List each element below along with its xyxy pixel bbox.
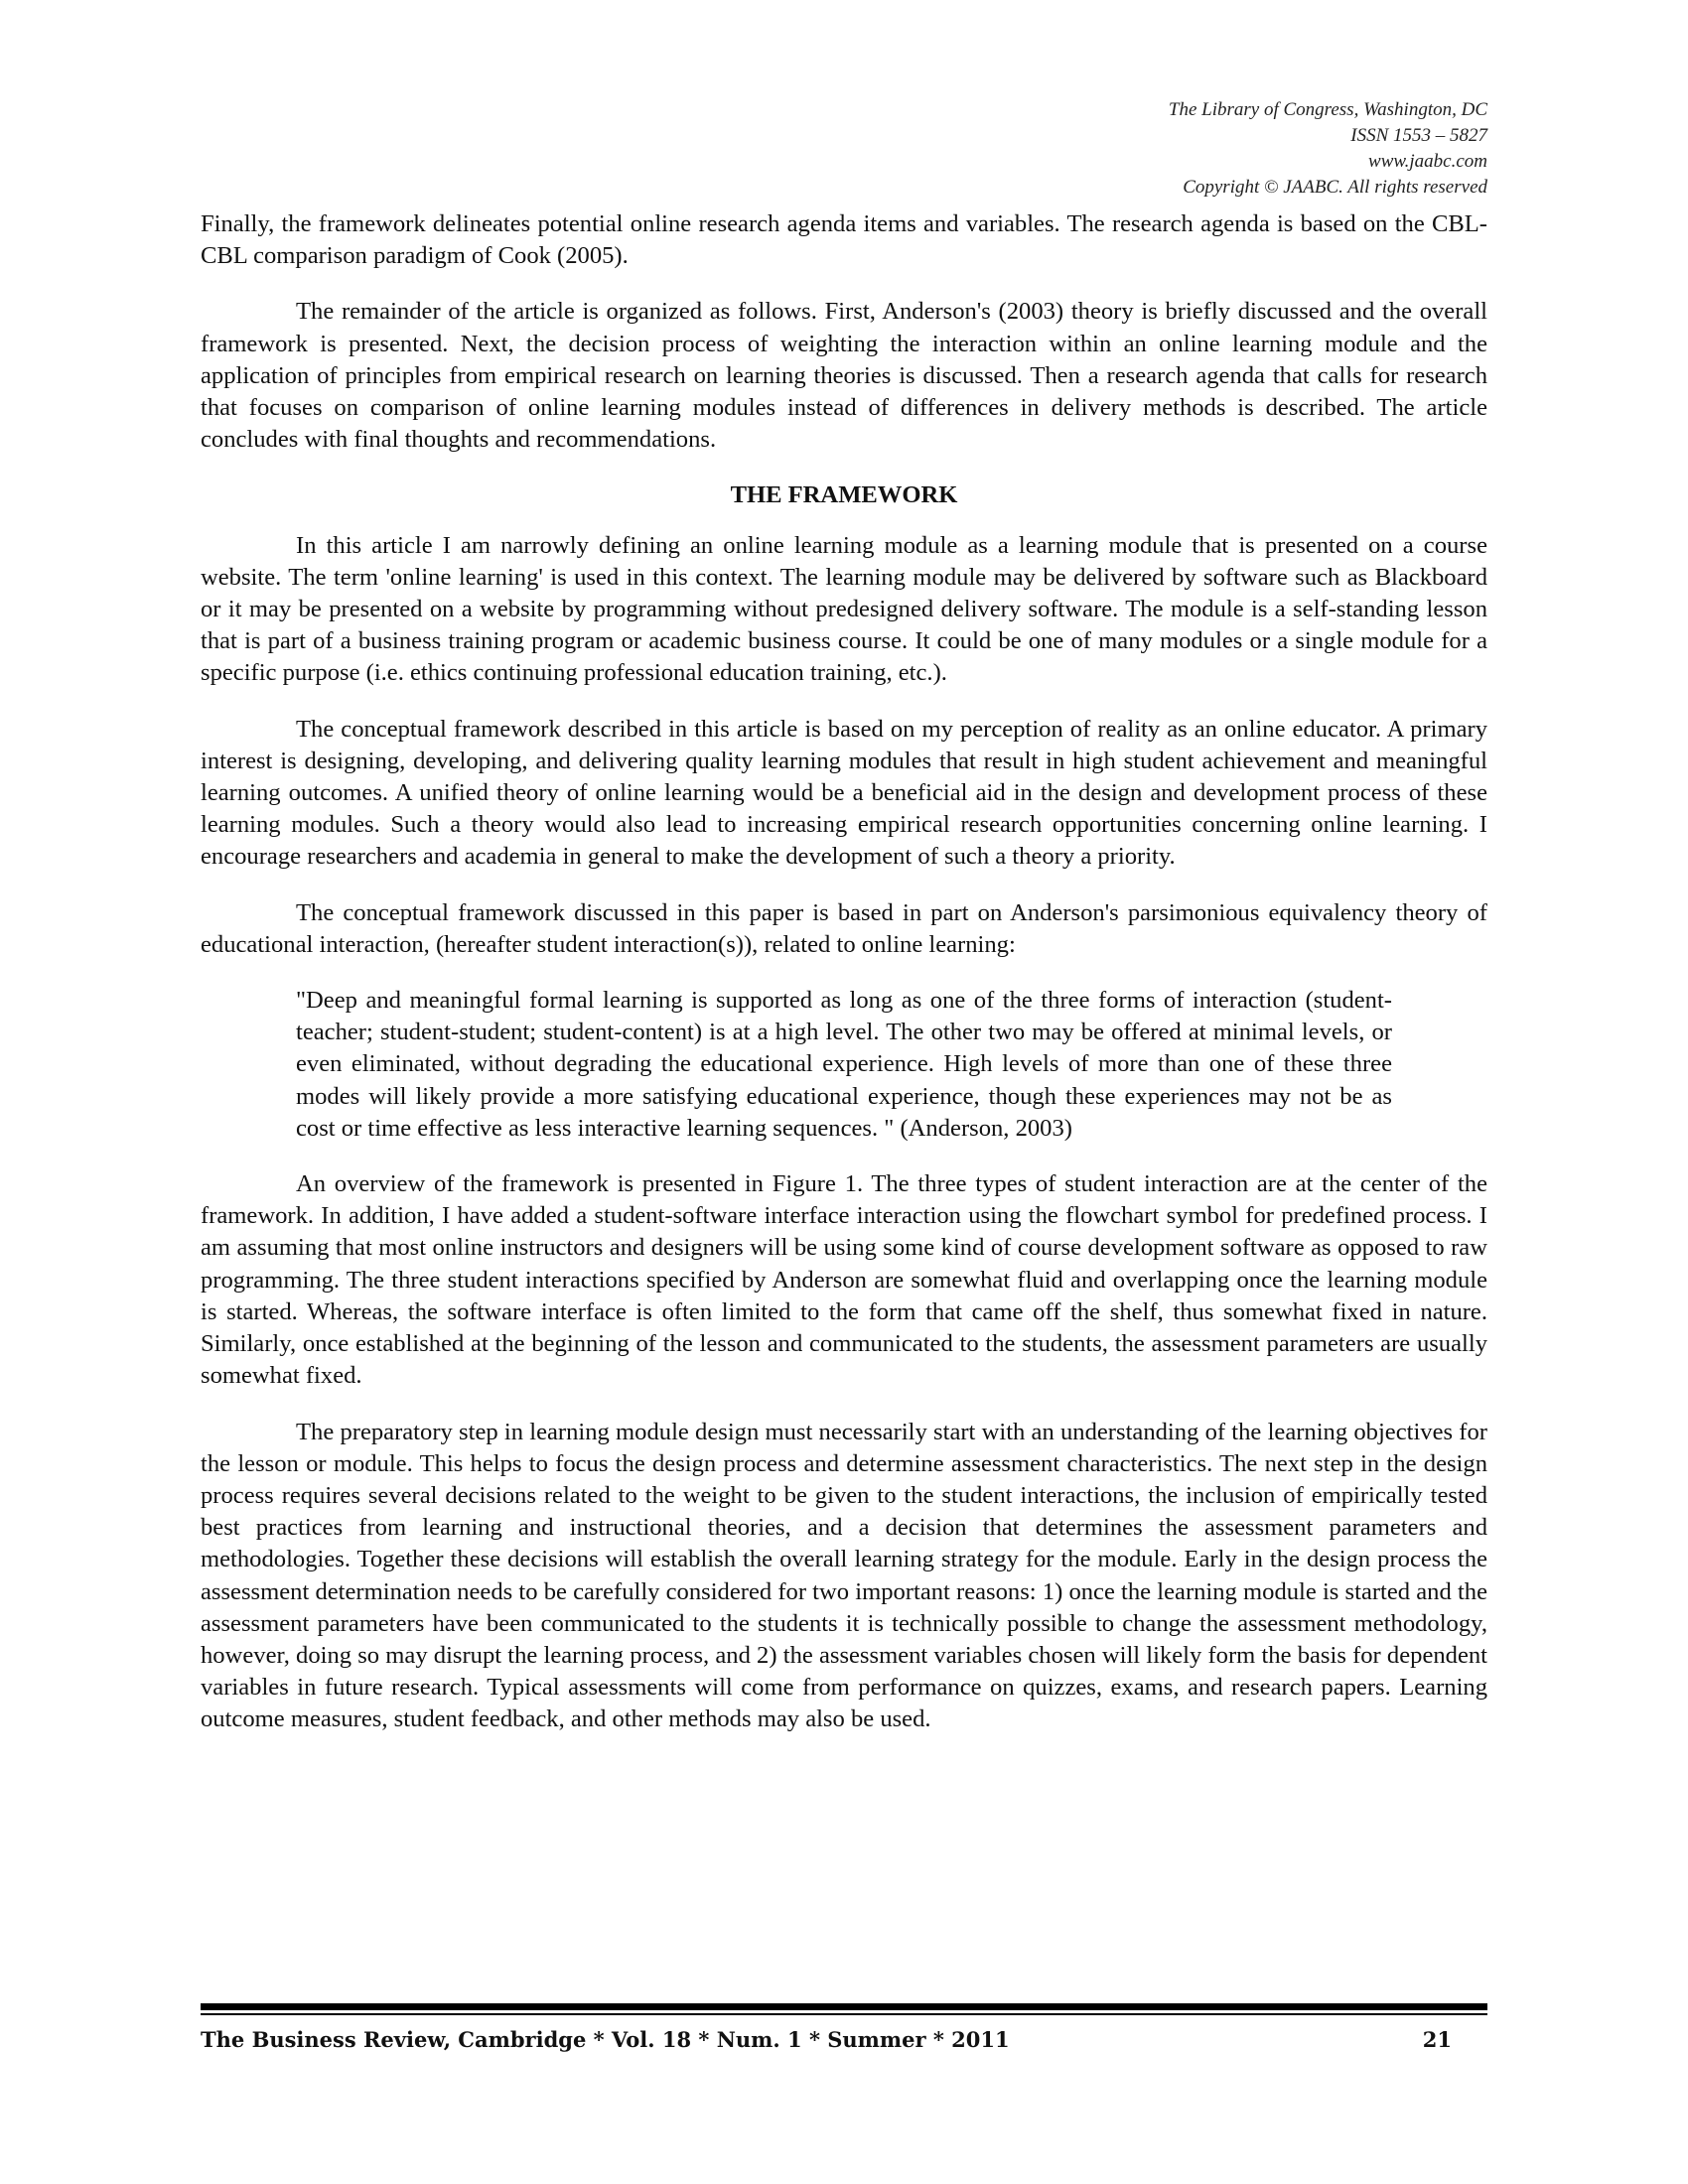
paragraph-organization: The remainder of the article is organized as follows. First, Anderson's (2003) theory is briefly discussed and the overall framework is presented. Next, the decision process of weighting the interaction within an online learning module and the application of principles from empirical research on learning theories is discussed. Then a research agenda that calls for research that focuses on comparison of online learning modules instead of differences in delivery methods is described. The article concludes with final thoughts and recommendations. [201,298,1487,454]
section-heading: THE FRAMEWORK [730,481,958,509]
footer-journal-info: The Business Review, Cambridge * Vol. 18 * Num. 1 * Summer * 2011 [201,2027,1010,2052]
article-body [201,208,1487,1760]
paragraph-research-agenda: Finally, the framework delineates potential online research agenda items and variables. The research agenda is based on the CBL-CBL comparison paradigm of Cook (2005). [201,210,1487,270]
footer-rule-thick [201,2003,1487,2010]
page-number: 21 [1422,2027,1452,2052]
running-header [1169,97,1487,201]
header-website: www.jaabc.com [1368,151,1487,172]
header-copyright: Copyright © JAABC. All rights reserved [1183,177,1487,198]
paragraph-conceptual-framework: The conceptual framework described in this article is based on my perception of reality as an online educator. A primary interest is designing, developing, and delivering quality learning modules that result in high student achievement and meaningful learning outcomes. A unified theory of online learning would be a beneficial aid in the design and development process of these learning modules. Such a theory would also lead to increasing empirical research opportunities concerning online learning. I encourage researchers and academia in general to make the development of such a theory a priority. [201,715,1487,871]
paragraph-anderson-theory: The conceptual framework discussed in this paper is based in part on Anderson's parsimonious equivalency theory of educational interaction, (hereafter student interaction(s)), related to online learning: [201,898,1487,958]
anderson-quote: "Deep and meaningful formal learning is supported as long as one of the three forms of interaction (student-teacher; student-student; student-content) is at a high level. The other two may be offered at minimal levels, or even eliminated, without degrading the educational experience. High levels of more than one of these three modes will likely provide a more satisfying educational experience, though these experiences may not be as cost or time effective as less interactive learning sequences. " (Anderson, 2003) [296,987,1392,1142]
footer-rule-thin [201,2013,1487,2015]
header-publisher: The Library of Congress, Washington, DC [1168,99,1487,120]
paragraph-preparatory-step: The preparatory step in learning module design must necessarily start with an understanding of the learning objectives for the lesson or module. This helps to focus the design process and determine assessment characteristics. The next step in the design process requires several decisions related to the weight to be given to the student interactions, the inclusion of empirically tested best practices from learning and instructional theories, and a decision that determines the assessment parameters and methodologies. Together these decisions will establish the overall learning strategy for the module. Early in the design process the assessment determination needs to be carefully considered for two important reasons: 1) once the learning module is started and the assessment parameters have been communicated to the students it is technically possible to change the assessment methodology, however, doing so may disrupt the learning process, and 2) the assessment variables chosen will likely form the basis for dependent variables in future research. Typical assessments will come from performance on quizzes, exams, and research papers. Learning outcome measures, student feedback, and other methods may also be used. [201,1418,1487,1733]
header-issn: ISSN 1553 – 5827 [1350,125,1487,146]
paragraph-definition: In this article I am narrowly defining an online learning module as a learning module that is presented on a course website. The term 'online learning' is used in this context. The learning module may be delivered by software such as Blackboard or it may be presented on a website by programming without predesigned delivery software. The module is a self-standing lesson that is part of a business training program or academic business course. It could be one of many modules or a single module for a specific purpose (i.e. ethics continuing professional education training, etc.). [201,531,1487,687]
paragraph-overview: An overview of the framework is presented in Figure 1. The three types of student interaction are at the center of the framework. In addition, I have added a student-software interface interaction using the flowchart symbol for predefined process. I am assuming that most online instructors and designers will be using some kind of course development software as opposed to raw programming. The three student interactions specified by Anderson are somewhat fluid and overlapping once the learning module is started. Whereas, the software interface is often limited to the form that came off the shelf, thus somewhat fixed in nature. Similarly, once established at the beginning of the lesson and communicated to the students, the assessment parameters are usually somewhat fixed. [201,1170,1487,1390]
